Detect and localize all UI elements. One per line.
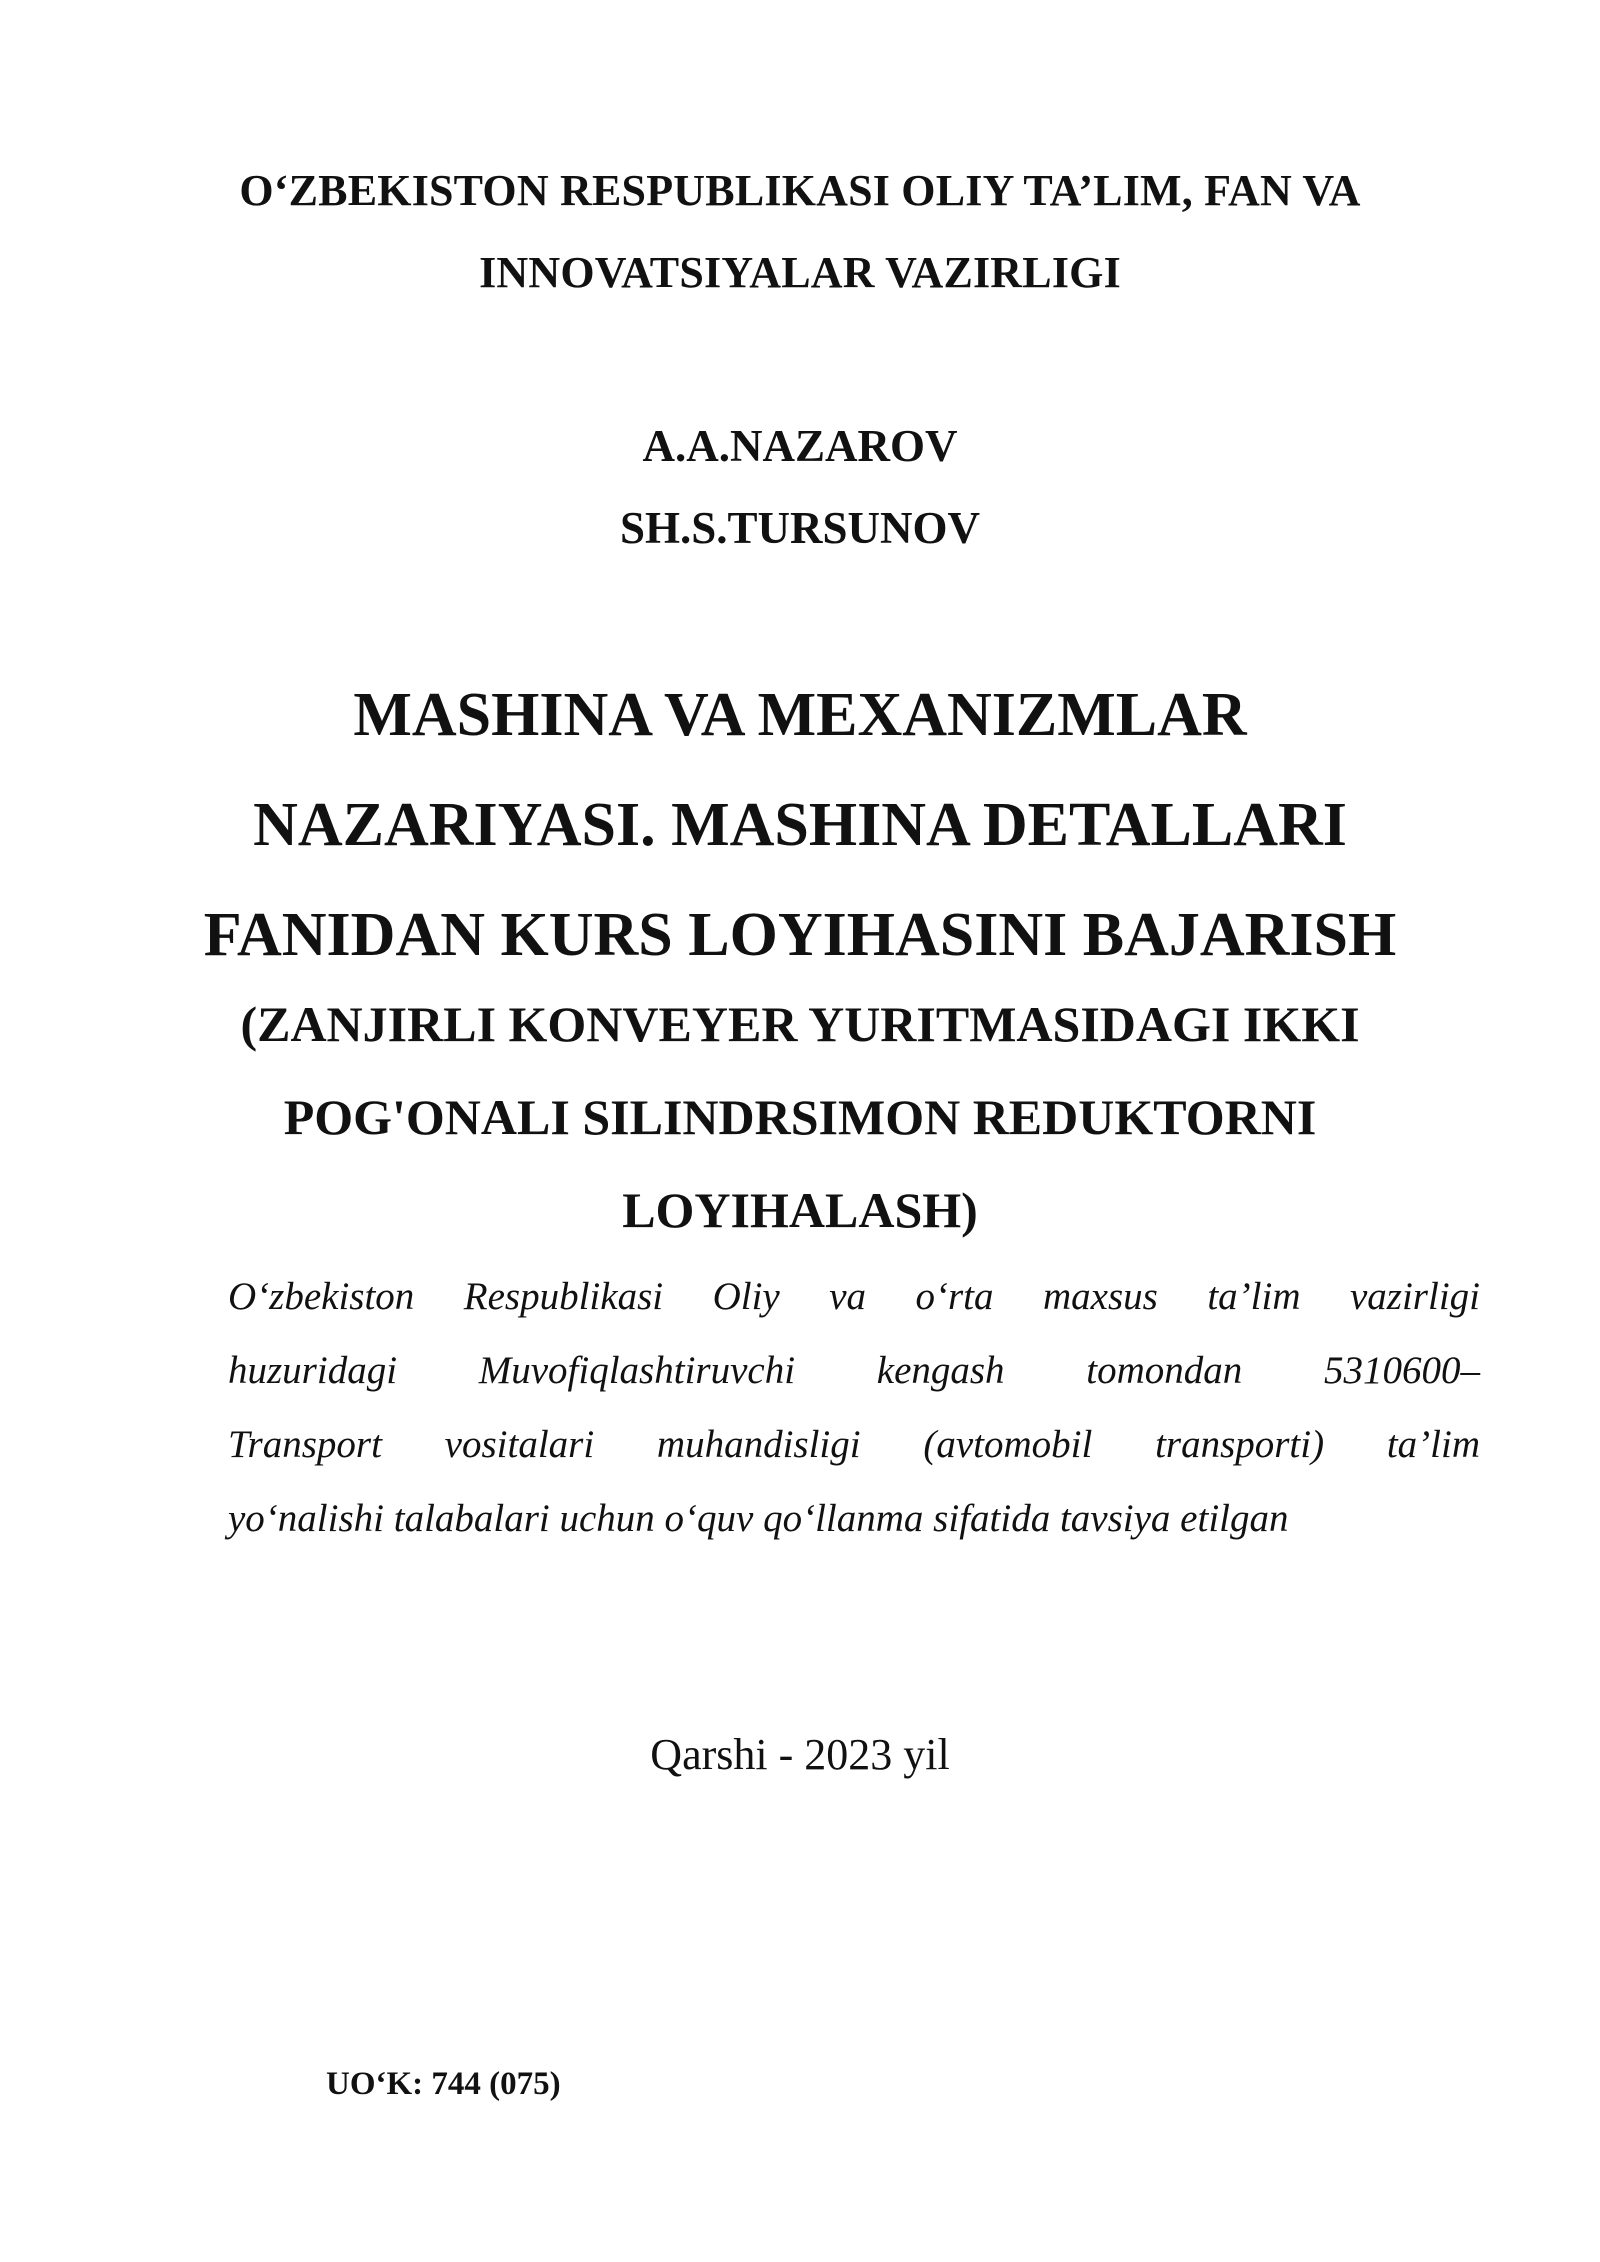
recommendation-line-4: yo‘nalishi talabalari uchun o‘quv qo‘llanma sifatida tavsiya etilgan [228,1497,1289,1540]
title-line-2: NAZARIYASI. MASHINA DETALLARI [253,791,1347,859]
subtitle-line-1: (ZANJIRLI KONVEYER YURITMASIDAGI IKKI [240,996,1360,1052]
recommendation-line-1: O‘zbekiston Respublikasi Oliy va o‘rta maxsus ta’lim vazirligi [228,1275,1480,1318]
book-subtitle [0,978,1600,1257]
recommendation-paragraph [228,1260,1480,1556]
subtitle-line-3: LOYIHALASH) [622,1182,978,1238]
author-1: A.A.NAZAROV [642,421,958,471]
ministry-line-1: O‘ZBEKISTON RESPUBLIKASI OLIY TA’LIM, FAN VA [239,166,1361,215]
ministry-line-2: INNOVATSIYALAR VAZIRLIGI [479,248,1121,297]
recommendation-line-2: huzuridagi Muvofiqlashtiruvchi kengash tomondan 5310600– [228,1349,1480,1392]
place-and-year: Qarshi - 2023 yil [650,1730,950,1779]
ministry-heading [0,150,1600,314]
book-title [0,660,1600,990]
title-line-3: FANIDAN KURS LOYIHASINI BAJARISH [203,901,1397,969]
author-2: SH.S.TURSUNOV [619,503,981,553]
recommendation-line-3: Transport vositalari muhandisligi (avtomobil transporti) ta’lim [228,1423,1480,1466]
udc-code: UO‘K: 744 (075) [326,2066,561,2102]
title-line-1: MASHINA VA MEXANIZMLAR [353,681,1247,749]
subtitle-line-2: POG'ONALI SILINDRSIMON REDUKTORNI [283,1089,1317,1145]
authors [0,405,1600,569]
